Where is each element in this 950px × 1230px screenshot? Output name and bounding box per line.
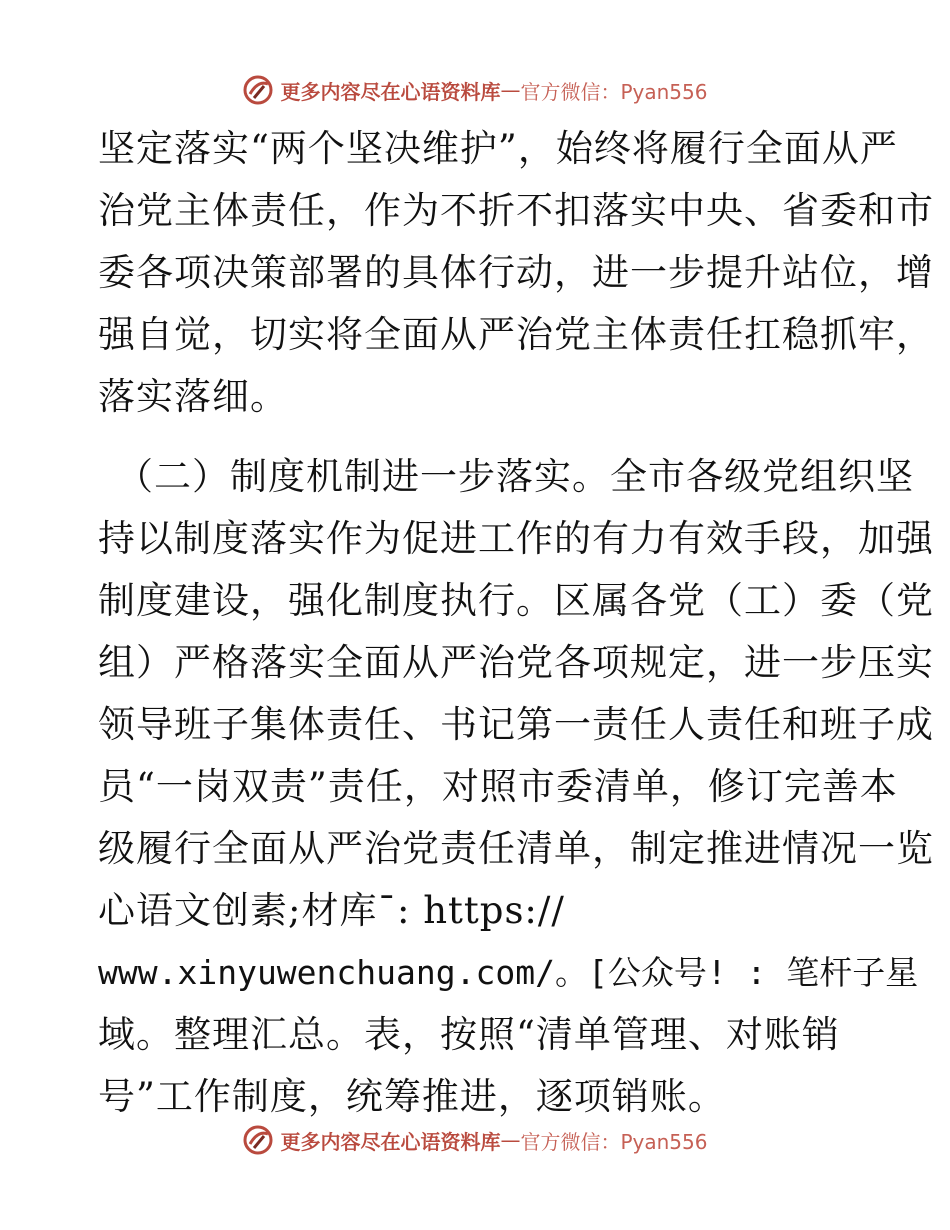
brand-logo-icon	[242, 1124, 274, 1156]
text-line: 组）严格落实全面从严治党各项规定，进一步压实	[98, 641, 934, 684]
text-line: 员“一岗双责”责任，对照市委清单，修订完善本	[98, 765, 898, 808]
text-line: 治党主体责任，作为不折不扣落实中央、省委和市	[98, 189, 934, 232]
banner-dash: —	[500, 78, 521, 102]
header-banner	[0, 70, 950, 110]
text-line: （二）制度机制进一步落实。全市各级党组织坚	[116, 455, 914, 498]
footer-banner	[0, 1120, 950, 1160]
banner-brand-text: 更多内容尽在心语资料库	[280, 1129, 501, 1154]
text-line: 制度建设，强化制度执行。区属各党（工）委（党	[98, 579, 934, 622]
text-line: 域。整理汇总。表，按照“清单管理、对账销	[98, 1013, 840, 1056]
banner-dash: —	[500, 1128, 521, 1152]
text-line: 级履行全面从严治党责任清单，制定推进情况一览	[98, 827, 934, 870]
banner-wechat-text: 官方微信：Pyan556	[520, 79, 708, 104]
text-line: 坚定落实“两个坚决维护”，始终将履行全面从严	[98, 127, 898, 170]
document-body	[98, 118, 934, 1128]
banner-brand-text: 更多内容尽在心语资料库	[280, 79, 501, 104]
text-line: 落实落细。	[98, 375, 288, 418]
text-line: 委各项决策部署的具体行动，进一步提升站位，增	[98, 251, 934, 294]
text-line: 强自觉，切实将全面从严治党主体责任扛稳抓牢，	[98, 313, 934, 356]
text-line: 号”工作制度，统筹推进，逐项销账。	[98, 1075, 726, 1118]
text-line: 持以制度落实作为促进工作的有力有效手段，加强	[98, 517, 934, 560]
text-line: 领导班子集体责任、书记第一责任人责任和班子成	[98, 703, 934, 746]
text-line: www.xinyuwenchuang.com/。[公众号! : 笔杆子星	[98, 953, 919, 992]
brand-logo-icon	[242, 74, 274, 106]
text-line: 心语文创素;材库¯: https://	[98, 889, 565, 932]
banner-wechat-text: 官方微信：Pyan556	[520, 1129, 708, 1154]
